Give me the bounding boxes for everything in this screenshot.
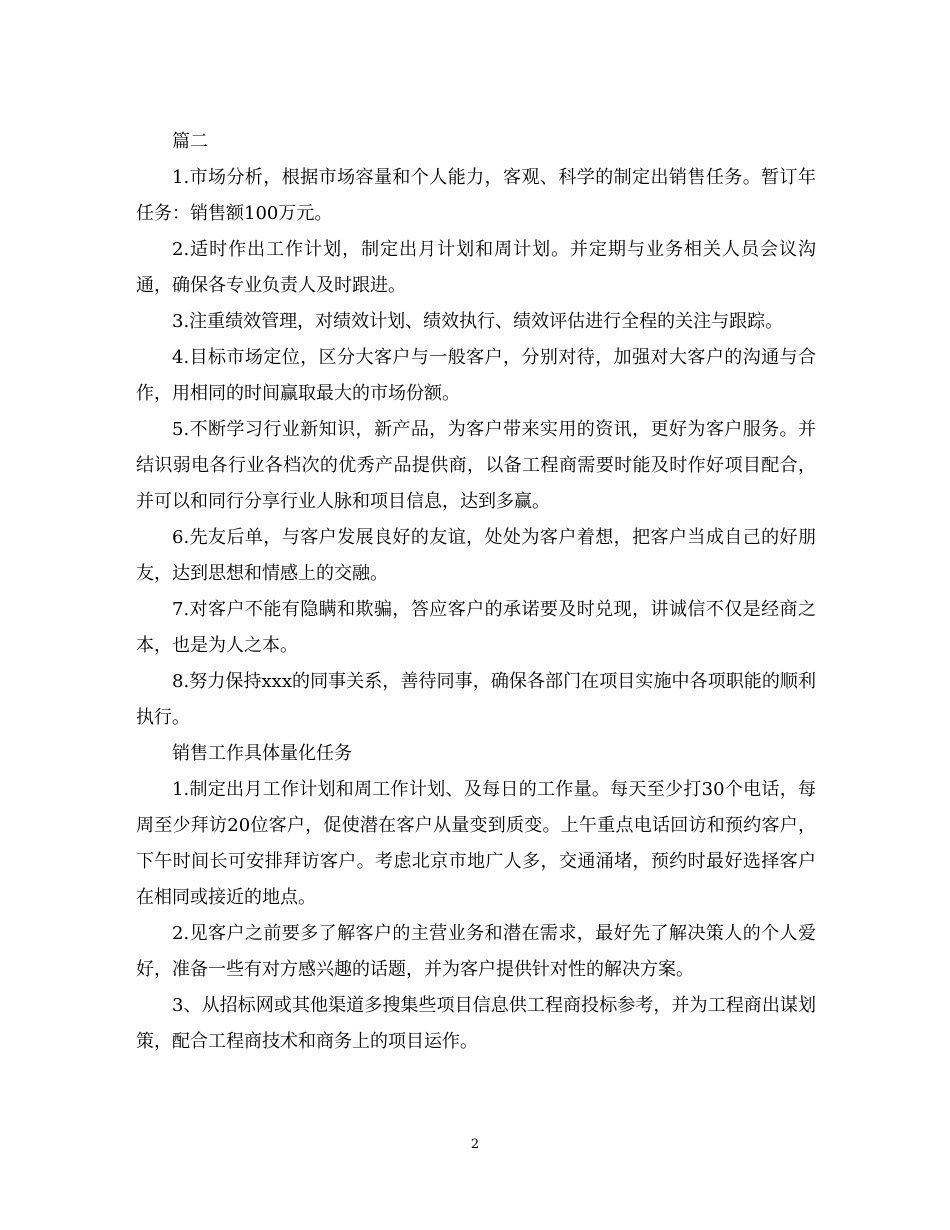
document-body	[136, 124, 816, 1060]
page-number: 2	[470, 1137, 480, 1152]
task-item: 2.见客户之前要多了解客户的主营业务和潜在需求，最好先了解决策人的个人爱好，准备一些有对方感兴趣的话题，并为客户提供针对性的解决方案。	[136, 923, 816, 980]
list-item: 3.注重绩效管理，对绩效计划、绩效执行、绩效评估进行全程的关注与跟踪。	[172, 311, 784, 332]
list-item: 5.不断学习行业新知识，新产品，为客户带来实用的资讯，更好为客户服务。并结识弱电各行业各档次的优秀产品提供商，以备工程商需要时能及时作好项目配合，并可以和同行分享行业人脉和项目信息，达到多赢。	[136, 419, 816, 512]
list-item: 2.适时作出工作计划，制定出月计划和周计划。并定期与业务相关人员会议沟通，确保各专业负责人及时跟进。	[136, 239, 816, 296]
list-item: 8.努力保持xxx的同事关系，善待同事，确保各部门在项目实施中各项职能的顺利执行。	[136, 671, 816, 728]
task-item: 1.制定出月工作计划和周工作计划、及每日的工作量。每天至少打30个电话，每周至少拜访20位客户，促使潜在客户从量变到质变。上午重点电话回访和预约客户，下午时间长可安排拜访客户。考虑北京市地广人多，交通涌堵，预约时最好选择客户在相同或接近的地点。	[136, 779, 816, 908]
task-item: 3、从招标网或其他渠道多搜集些项目信息供工程商投标参考，并为工程商出谋划策，配合工程商技术和商务上的项目运作。	[136, 995, 816, 1052]
list-item: 1.市场分析，根据市场容量和个人能力，客观、科学的制定出销售任务。暂订年任务：销售额100万元。	[136, 167, 816, 224]
list-item: 6.先友后单，与客户发展良好的友谊，处处为客户着想，把客户当成自己的好朋友，达到思想和情感上的交融。	[136, 527, 816, 584]
subsection-heading: 销售工作具体量化任务	[172, 743, 352, 764]
list-item: 4.目标市场定位，区分大客户与一般客户，分别对待，加强对大客户的沟通与合作，用相同的时间赢取最大的市场份额。	[136, 347, 816, 404]
list-item: 7.对客户不能有隐瞒和欺骗，答应客户的承诺要及时兑现，讲诚信不仅是经商之本，也是为人之本。	[136, 599, 816, 656]
section-heading: 篇二	[172, 131, 208, 152]
